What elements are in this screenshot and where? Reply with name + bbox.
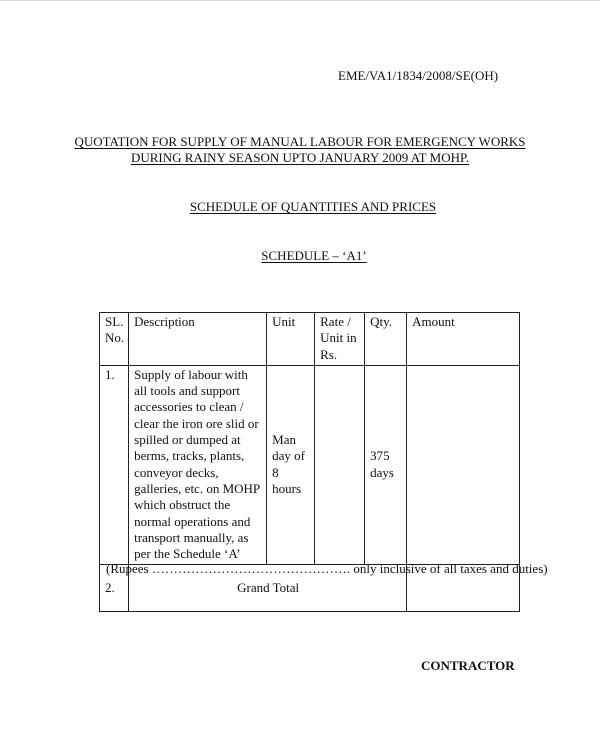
header-qty: Qty. <box>365 313 407 366</box>
row-rate <box>315 365 365 565</box>
title-line-2 <box>0 150 600 166</box>
reference-number: EME/VA1/1834/2008/SE(OH) <box>338 68 499 83</box>
row-qty: 375 days <box>365 365 407 565</box>
title-line-1 <box>0 134 600 150</box>
rupees-in-words-line: (Rupees ………………………………………. only inclusive of all taxes and duties) <box>106 561 548 576</box>
row-amount <box>407 365 520 565</box>
schedule-subtitle-text: SCHEDULE OF QUANTITIES AND PRICES <box>189 199 437 214</box>
header-description: Description <box>129 313 267 366</box>
grand-total-label: Grand Total <box>129 565 407 612</box>
document-title <box>0 134 600 166</box>
table-header-row <box>100 313 520 366</box>
row-description: Supply of labour with all tools and support accessories to clean / clear the iron ore slid or spilled or dumped at berms, tracks, plants, conveyor decks, galleries, etc. on MOHP which obstruct the normal operations and transport manually, as per the Schedule ‘A’ <box>129 365 267 565</box>
schedule-subtitle <box>13 199 600 215</box>
contractor-signature-label: CONTRACTOR <box>421 658 515 673</box>
schedule-label <box>14 248 600 264</box>
row-unit: Man day of 8 hours <box>267 365 315 565</box>
header-unit: Unit <box>267 313 315 366</box>
row-sl-no: 1. <box>100 365 129 565</box>
title-line-2-period: . <box>465 150 470 165</box>
page-top-border <box>0 0 600 1</box>
total-sl-no: 2. <box>100 565 129 612</box>
title-line-1-text: QUOTATION FOR SUPPLY OF MANUAL LABOUR FOR EMERGENCY WORKS <box>74 134 526 149</box>
header-rate: Rate / Unit in Rs. <box>315 313 365 366</box>
header-sl-no: SL. No. <box>100 313 129 366</box>
title-line-2-text: DURING RAINY SEASON UPTO JANUARY 2009 AT MOHP <box>130 150 466 165</box>
table-row <box>100 365 520 565</box>
schedule-label-text: SCHEDULE – ‘A1’ <box>261 248 367 263</box>
header-amount: Amount <box>407 313 520 366</box>
